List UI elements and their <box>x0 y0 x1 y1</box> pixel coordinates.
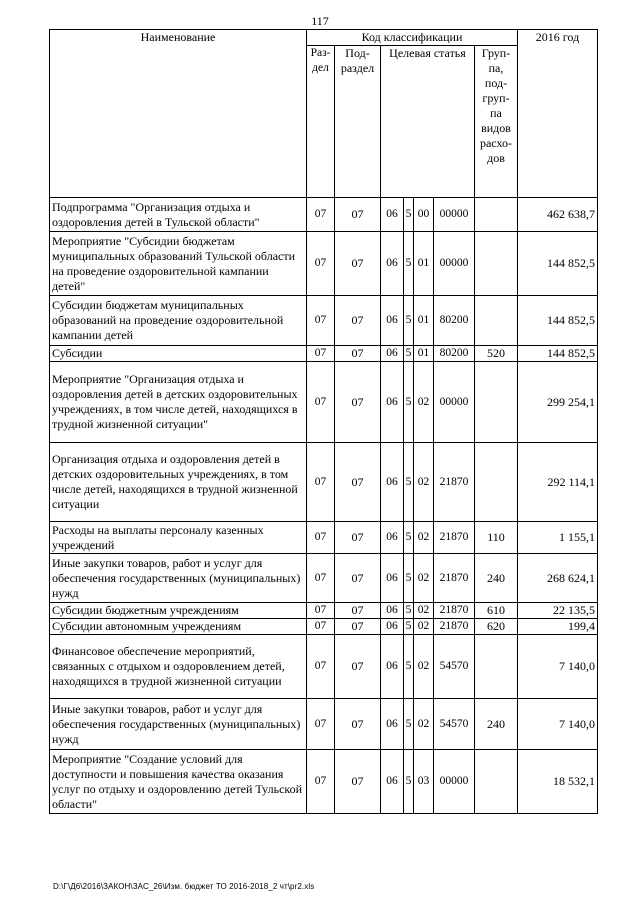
cell-target-subprogram: 5 <box>404 296 414 346</box>
table-row <box>50 232 598 296</box>
cell-amount: 144 852,5 <box>518 296 598 346</box>
cell-target-direction: 54570 <box>434 699 475 750</box>
cell-target-subprogram: 5 <box>404 362 414 443</box>
cell-target-program: 06 <box>381 554 404 603</box>
cell-target-direction: 00000 <box>434 232 475 296</box>
cell-name: Организация отдыха и оздоровления детей в детских оздоровительных учреждениях, в том числе детей, находящихся в трудной жизненной ситуации <box>50 443 307 522</box>
cell-target-event: 01 <box>414 296 434 346</box>
cell-target-subprogram: 5 <box>404 346 414 362</box>
cell-target-program: 06 <box>381 699 404 750</box>
cell-target-subprogram: 5 <box>404 750 414 814</box>
cell-target-program: 06 <box>381 443 404 522</box>
cell-expense-group <box>475 750 518 814</box>
cell-target-subprogram: 5 <box>404 699 414 750</box>
cell-section: 07 <box>307 750 335 814</box>
cell-target-event: 02 <box>414 443 434 522</box>
cell-target-event: 02 <box>414 635 434 699</box>
header-classification-code: Код классификации <box>307 30 518 46</box>
cell-section: 07 <box>307 554 335 603</box>
cell-target-program: 06 <box>381 750 404 814</box>
cell-subsection: 07 <box>335 443 381 522</box>
table-row <box>50 296 598 346</box>
cell-target-subprogram: 5 <box>404 443 414 522</box>
page-number: 117 <box>311 14 329 28</box>
cell-target-subprogram: 5 <box>404 522 414 554</box>
cell-target-event: 00 <box>414 198 434 232</box>
cell-amount: 199,4 <box>518 619 598 635</box>
cell-section: 07 <box>307 232 335 296</box>
cell-name: Мероприятие "Организация отдыха и оздоровления детей в детских оздоровительных учреждениях, в том числе детей, находящихся в трудной жизненной ситуации" <box>50 362 307 443</box>
cell-target-event: 02 <box>414 554 434 603</box>
cell-subsection: 07 <box>335 362 381 443</box>
cell-target-subprogram: 5 <box>404 635 414 699</box>
cell-target-program: 06 <box>381 635 404 699</box>
footer-file-path: D:\Г\Д6\2016\ЗАКОН\ЗАС_26\Изм. бюджет ТО 2016-2018_2 чт\pr2.xls <box>53 882 315 891</box>
cell-amount: 7 140,0 <box>518 635 598 699</box>
cell-amount: 1 155,1 <box>518 522 598 554</box>
table-header <box>50 30 598 198</box>
cell-name: Иные закупки товаров, работ и услуг для обеспечения государственных (муниципальных) нужд <box>50 699 307 750</box>
cell-target-subprogram: 5 <box>404 554 414 603</box>
cell-expense-group <box>475 296 518 346</box>
cell-name: Мероприятие "Создание условий для доступности и повышения качества оказания услуг по отдыху и оздоровлению детей Тульской области" <box>50 750 307 814</box>
cell-name: Субсидии <box>50 346 307 362</box>
cell-section: 07 <box>307 603 335 619</box>
cell-name: Подпрограмма "Организация отдыха и оздоровления детей в Тульской области" <box>50 198 307 232</box>
header-section: Раз- дел <box>307 46 335 198</box>
cell-expense-group: 610 <box>475 603 518 619</box>
cell-expense-group <box>475 443 518 522</box>
cell-expense-group: 520 <box>475 346 518 362</box>
cell-target-event: 03 <box>414 750 434 814</box>
cell-amount: 22 135,5 <box>518 603 598 619</box>
cell-expense-group <box>475 362 518 443</box>
table-row <box>50 635 598 699</box>
cell-target-subprogram: 5 <box>404 619 414 635</box>
cell-expense-group: 240 <box>475 699 518 750</box>
cell-section: 07 <box>307 443 335 522</box>
cell-expense-group <box>475 198 518 232</box>
cell-subsection: 07 <box>335 522 381 554</box>
cell-expense-group: 240 <box>475 554 518 603</box>
cell-target-event: 02 <box>414 362 434 443</box>
cell-amount: 268 624,1 <box>518 554 598 603</box>
cell-target-program: 06 <box>381 362 404 443</box>
cell-target-direction: 54570 <box>434 635 475 699</box>
table-row <box>50 554 598 603</box>
header-target-article: Целевая статья <box>381 46 475 198</box>
cell-target-subprogram: 5 <box>404 198 414 232</box>
cell-subsection: 07 <box>335 346 381 362</box>
table-row <box>50 198 598 232</box>
budget-table <box>49 29 598 814</box>
cell-target-direction: 00000 <box>434 198 475 232</box>
cell-target-direction: 21870 <box>434 554 475 603</box>
cell-target-program: 06 <box>381 346 404 362</box>
cell-target-event: 01 <box>414 232 434 296</box>
cell-target-direction: 21870 <box>434 603 475 619</box>
cell-name: Субсидии автономным учреждениям <box>50 619 307 635</box>
cell-name: Мероприятие "Субсидии бюджетам муниципальных образований Тульской области на проведение оздоровительной кампании детей" <box>50 232 307 296</box>
cell-subsection: 07 <box>335 619 381 635</box>
header-name: Наименование <box>50 30 307 198</box>
cell-target-direction: 21870 <box>434 443 475 522</box>
cell-target-program: 06 <box>381 619 404 635</box>
cell-amount: 7 140,0 <box>518 699 598 750</box>
cell-subsection: 07 <box>335 296 381 346</box>
table-body <box>50 198 598 814</box>
cell-target-event: 02 <box>414 619 434 635</box>
table-row <box>50 750 598 814</box>
cell-amount: 292 114,1 <box>518 443 598 522</box>
table-row <box>50 522 598 554</box>
cell-subsection: 07 <box>335 232 381 296</box>
cell-target-program: 06 <box>381 522 404 554</box>
cell-target-subprogram: 5 <box>404 232 414 296</box>
header-year: 2016 год <box>518 30 598 198</box>
cell-target-program: 06 <box>381 296 404 346</box>
cell-expense-group <box>475 635 518 699</box>
cell-amount: 144 852,5 <box>518 346 598 362</box>
cell-section: 07 <box>307 619 335 635</box>
table-row <box>50 699 598 750</box>
table-row <box>50 603 598 619</box>
table-row <box>50 362 598 443</box>
cell-section: 07 <box>307 198 335 232</box>
cell-amount: 144 852,5 <box>518 232 598 296</box>
cell-name: Финансовое обеспечение мероприятий, связанных с отдыхом и оздоровлением детей, находящихся в трудной жизненной ситуации <box>50 635 307 699</box>
cell-target-event: 02 <box>414 603 434 619</box>
cell-name: Субсидии бюджетным учреждениям <box>50 603 307 619</box>
cell-subsection: 07 <box>335 635 381 699</box>
cell-target-event: 02 <box>414 699 434 750</box>
cell-expense-group <box>475 232 518 296</box>
cell-section: 07 <box>307 635 335 699</box>
cell-name: Иные закупки товаров, работ и услуг для обеспечения государственных (муниципальных) нужд <box>50 554 307 603</box>
cell-target-direction: 80200 <box>434 346 475 362</box>
cell-name: Расходы на выплаты персоналу казенных учреждений <box>50 522 307 554</box>
cell-target-program: 06 <box>381 232 404 296</box>
cell-target-event: 02 <box>414 522 434 554</box>
cell-subsection: 07 <box>335 699 381 750</box>
cell-target-subprogram: 5 <box>404 603 414 619</box>
cell-target-program: 06 <box>381 603 404 619</box>
cell-target-direction: 00000 <box>434 750 475 814</box>
cell-target-event: 01 <box>414 346 434 362</box>
cell-subsection: 07 <box>335 750 381 814</box>
cell-section: 07 <box>307 522 335 554</box>
cell-section: 07 <box>307 362 335 443</box>
header-subsection: Под- раздел <box>335 46 381 198</box>
cell-subsection: 07 <box>335 603 381 619</box>
cell-section: 07 <box>307 699 335 750</box>
table-row <box>50 443 598 522</box>
cell-section: 07 <box>307 296 335 346</box>
cell-expense-group: 620 <box>475 619 518 635</box>
cell-target-direction: 21870 <box>434 619 475 635</box>
cell-name: Субсидии бюджетам муниципальных образований на проведение оздоровительной кампании детей <box>50 296 307 346</box>
header-expense-group: Груп- па, под- груп- па видов расхо- дов <box>475 46 518 198</box>
cell-subsection: 07 <box>335 554 381 603</box>
cell-amount: 299 254,1 <box>518 362 598 443</box>
cell-target-direction: 21870 <box>434 522 475 554</box>
cell-expense-group: 110 <box>475 522 518 554</box>
table-row <box>50 619 598 635</box>
cell-subsection: 07 <box>335 198 381 232</box>
cell-target-direction: 80200 <box>434 296 475 346</box>
cell-target-program: 06 <box>381 198 404 232</box>
table-row <box>50 346 598 362</box>
cell-section: 07 <box>307 346 335 362</box>
cell-amount: 18 532,1 <box>518 750 598 814</box>
cell-target-direction: 00000 <box>434 362 475 443</box>
cell-amount: 462 638,7 <box>518 198 598 232</box>
